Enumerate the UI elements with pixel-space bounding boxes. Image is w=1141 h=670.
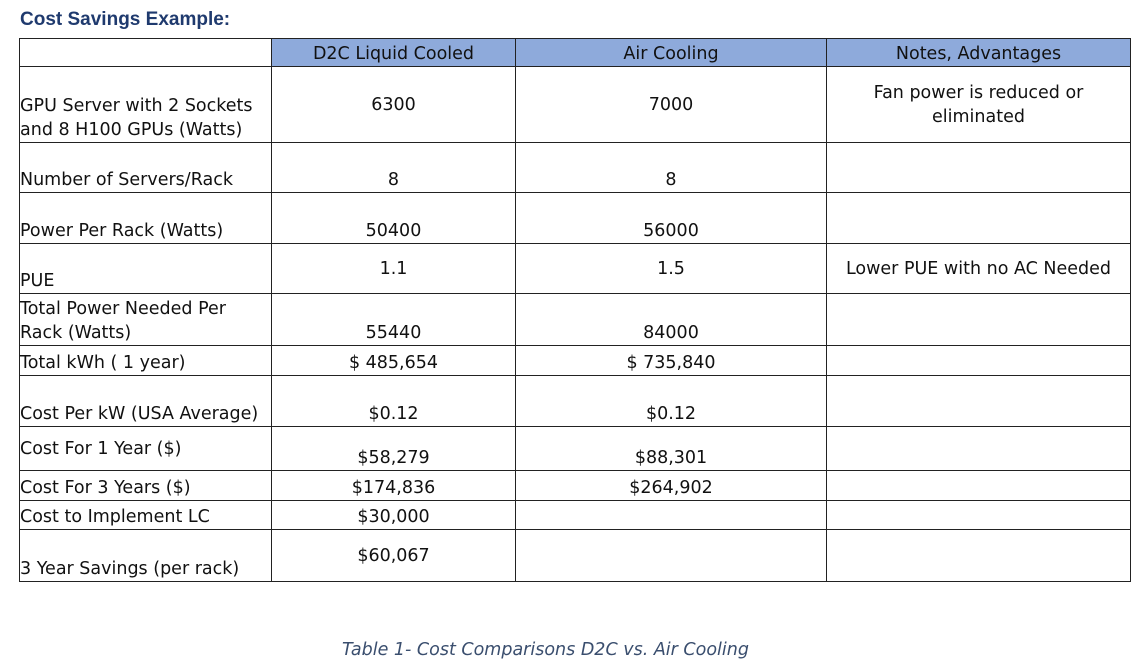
table-row [20,346,1131,376]
notes-value [827,427,1131,471]
row-label: GPU Server with 2 Sockets and 8 H100 GPUs (Watts) [20,67,272,143]
table-row [20,376,1131,427]
table-caption [0,640,1141,660]
table-row [20,427,1131,471]
d2c-value: 6300 [272,67,516,143]
row-label: 3 Year Savings (per rack) [20,530,272,582]
notes-value [827,501,1131,530]
section-heading: Cost Savings Example: [20,9,231,30]
row-label: PUE [20,244,272,294]
table-row [20,530,1131,582]
air-value: $0.12 [516,376,827,427]
table-row [20,501,1131,530]
d2c-value: $0.12 [272,376,516,427]
header-d2c: D2C Liquid Cooled [272,39,516,67]
table-caption-text: Table 1- Cost Comparisons D2C vs. Air Cooling [342,640,749,660]
air-value [516,530,827,582]
row-label: Total kWh ( 1 year) [20,346,272,376]
table-row [20,193,1131,244]
d2c-value: $ 485,654 [272,346,516,376]
notes-value: Fan power is reduced or eliminated [827,67,1131,143]
air-value: $ 735,840 [516,346,827,376]
notes-value [827,346,1131,376]
air-value: $264,902 [516,471,827,501]
d2c-value: $30,000 [272,501,516,530]
notes-value [827,294,1131,346]
row-label: Power Per Rack (Watts) [20,193,272,244]
d2c-value: $174,836 [272,471,516,501]
row-label: Total Power Needed Per Rack (Watts) [20,294,272,346]
notes-value: Lower PUE with no AC Needed [827,244,1131,294]
air-value: 1.5 [516,244,827,294]
d2c-value: 1.1 [272,244,516,294]
air-value: 8 [516,143,827,193]
table-row [20,67,1131,143]
row-label: Cost For 1 Year ($) [20,427,272,471]
notes-value [827,376,1131,427]
header-blank-cell [20,39,272,67]
d2c-value: 55440 [272,294,516,346]
d2c-value: 50400 [272,193,516,244]
table-row [20,244,1131,294]
table-row [20,143,1131,193]
table-row [20,471,1131,501]
header-notes: Notes, Advantages [827,39,1131,67]
notes-value [827,530,1131,582]
row-label: Cost to Implement LC [20,501,272,530]
d2c-value: 8 [272,143,516,193]
air-value: 56000 [516,193,827,244]
d2c-value: $58,279 [272,427,516,471]
notes-value [827,143,1131,193]
air-value: $88,301 [516,427,827,471]
table-row [20,294,1131,346]
row-label: Cost Per kW (USA Average) [20,376,272,427]
air-value: 84000 [516,294,827,346]
air-value [516,501,827,530]
notes-value [827,193,1131,244]
row-label: Number of Servers/Rack [20,143,272,193]
cost-comparison-table [19,38,1131,582]
air-value: 7000 [516,67,827,143]
row-label: Cost For 3 Years ($) [20,471,272,501]
table-header-row [20,39,1131,67]
d2c-value: $60,067 [272,530,516,582]
header-air: Air Cooling [516,39,827,67]
notes-value [827,471,1131,501]
